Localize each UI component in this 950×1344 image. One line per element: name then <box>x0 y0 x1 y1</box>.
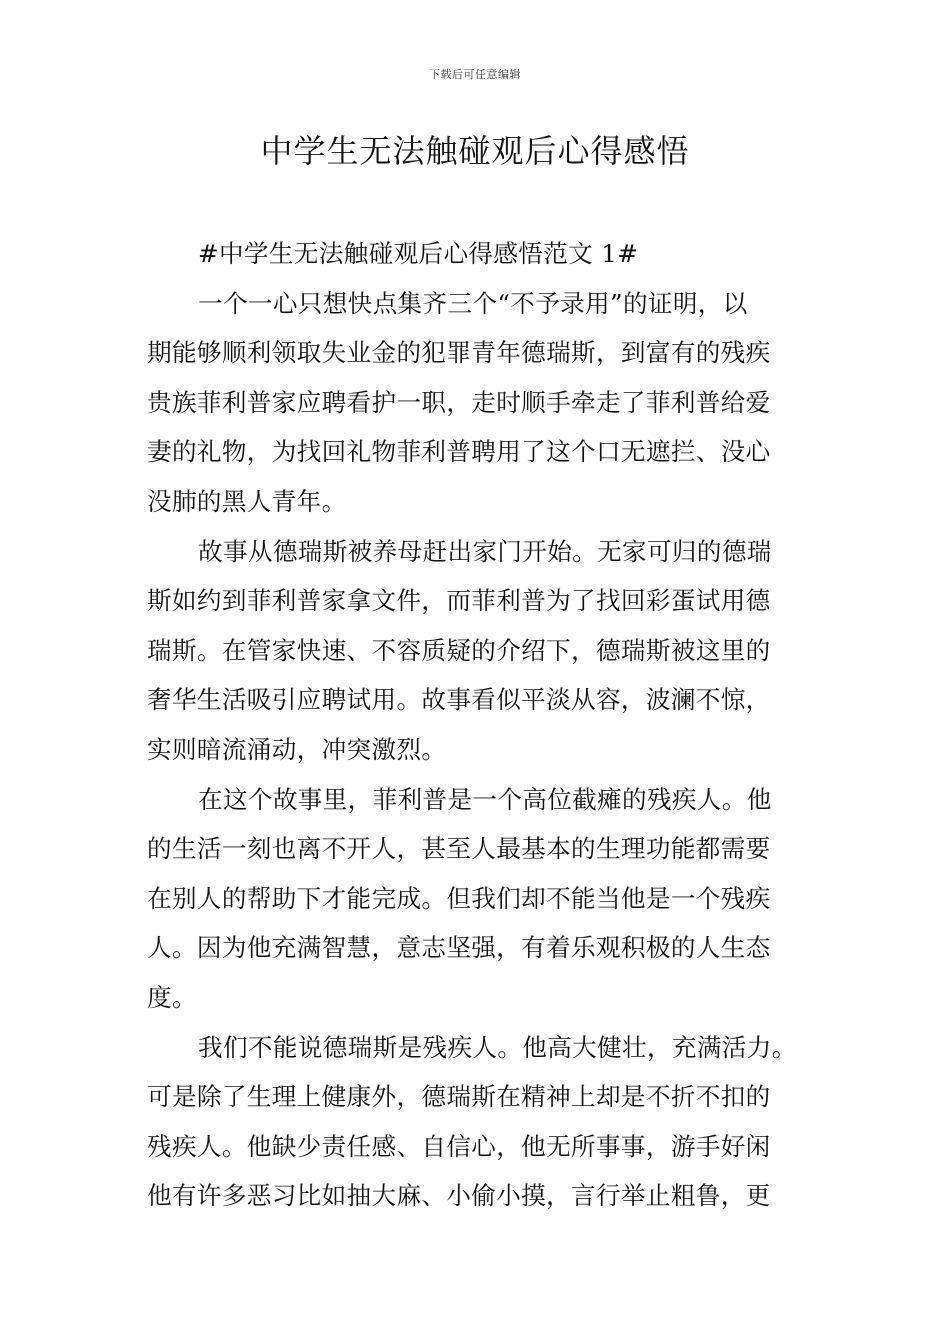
text-line: 一个一心只想快点集齐三个“不予录用”的证明，以 <box>198 288 748 318</box>
text-line: 妻的礼物，为找回礼物菲利普聘用了这个口无遮拦、没心 <box>147 437 771 467</box>
text-line: 可是除了生理上健康外，德瑞斯在精神上却是不折不扣的 <box>147 1082 771 1112</box>
text-line: 我们不能说德瑞斯是残疾人。他高大健壮，充满活力。 <box>198 1032 797 1062</box>
text-line: 期能够顺利领取失业金的犯罪青年德瑞斯，到富有的残疾 <box>147 338 771 368</box>
text-line: 的生活一刻也离不开人，甚至人最基本的生理功能都需要 <box>147 834 771 864</box>
text-line: 斯如约到菲利普家拿文件，而菲利普为了找回彩蛋试用德 <box>147 586 771 616</box>
text-line: 人。因为他充满智慧，意志坚强，有着乐观积极的人生态 <box>147 933 771 963</box>
text-line: 在别人的帮助下才能完成。但我们却不能当他是一个残疾 <box>147 883 771 913</box>
document-body <box>147 229 807 1221</box>
text-line: 残疾人。他缺少责任感、自信心，他无所事事，游手好闲 <box>147 1131 771 1161</box>
text-line: 贵族菲利普家应聘看护一职，走时顺手牵走了菲利普给爱 <box>147 387 771 417</box>
header-note: 下载后可任意编辑 <box>429 68 521 81</box>
text-line: #中学生无法触碰观后心得感悟范文 1# <box>198 239 639 268</box>
text-line: 在这个故事里，菲利普是一个高位截瘫的残疾人。他 <box>198 784 772 814</box>
text-line: 他有许多恶习比如抽大麻、小偷小摸，言行举止粗鲁，更 <box>147 1181 771 1211</box>
text-line: 实则暗流涌动，冲突激烈。 <box>147 734 447 764</box>
text-line: 度。 <box>147 982 197 1012</box>
text-line: 故事从德瑞斯被养母赶出家门开始。无家可归的德瑞 <box>198 536 772 566</box>
text-line: 奢华生活吸引应聘试用。故事看似平淡从容，波澜不惊， <box>147 685 771 715</box>
document-title: 中学生无法触碰观后心得感悟 <box>260 132 690 170</box>
text-line: 瑞斯。在管家快速、不容质疑的介绍下，德瑞斯被这里的 <box>147 635 771 665</box>
text-line: 没肺的黑人青年。 <box>147 486 347 516</box>
